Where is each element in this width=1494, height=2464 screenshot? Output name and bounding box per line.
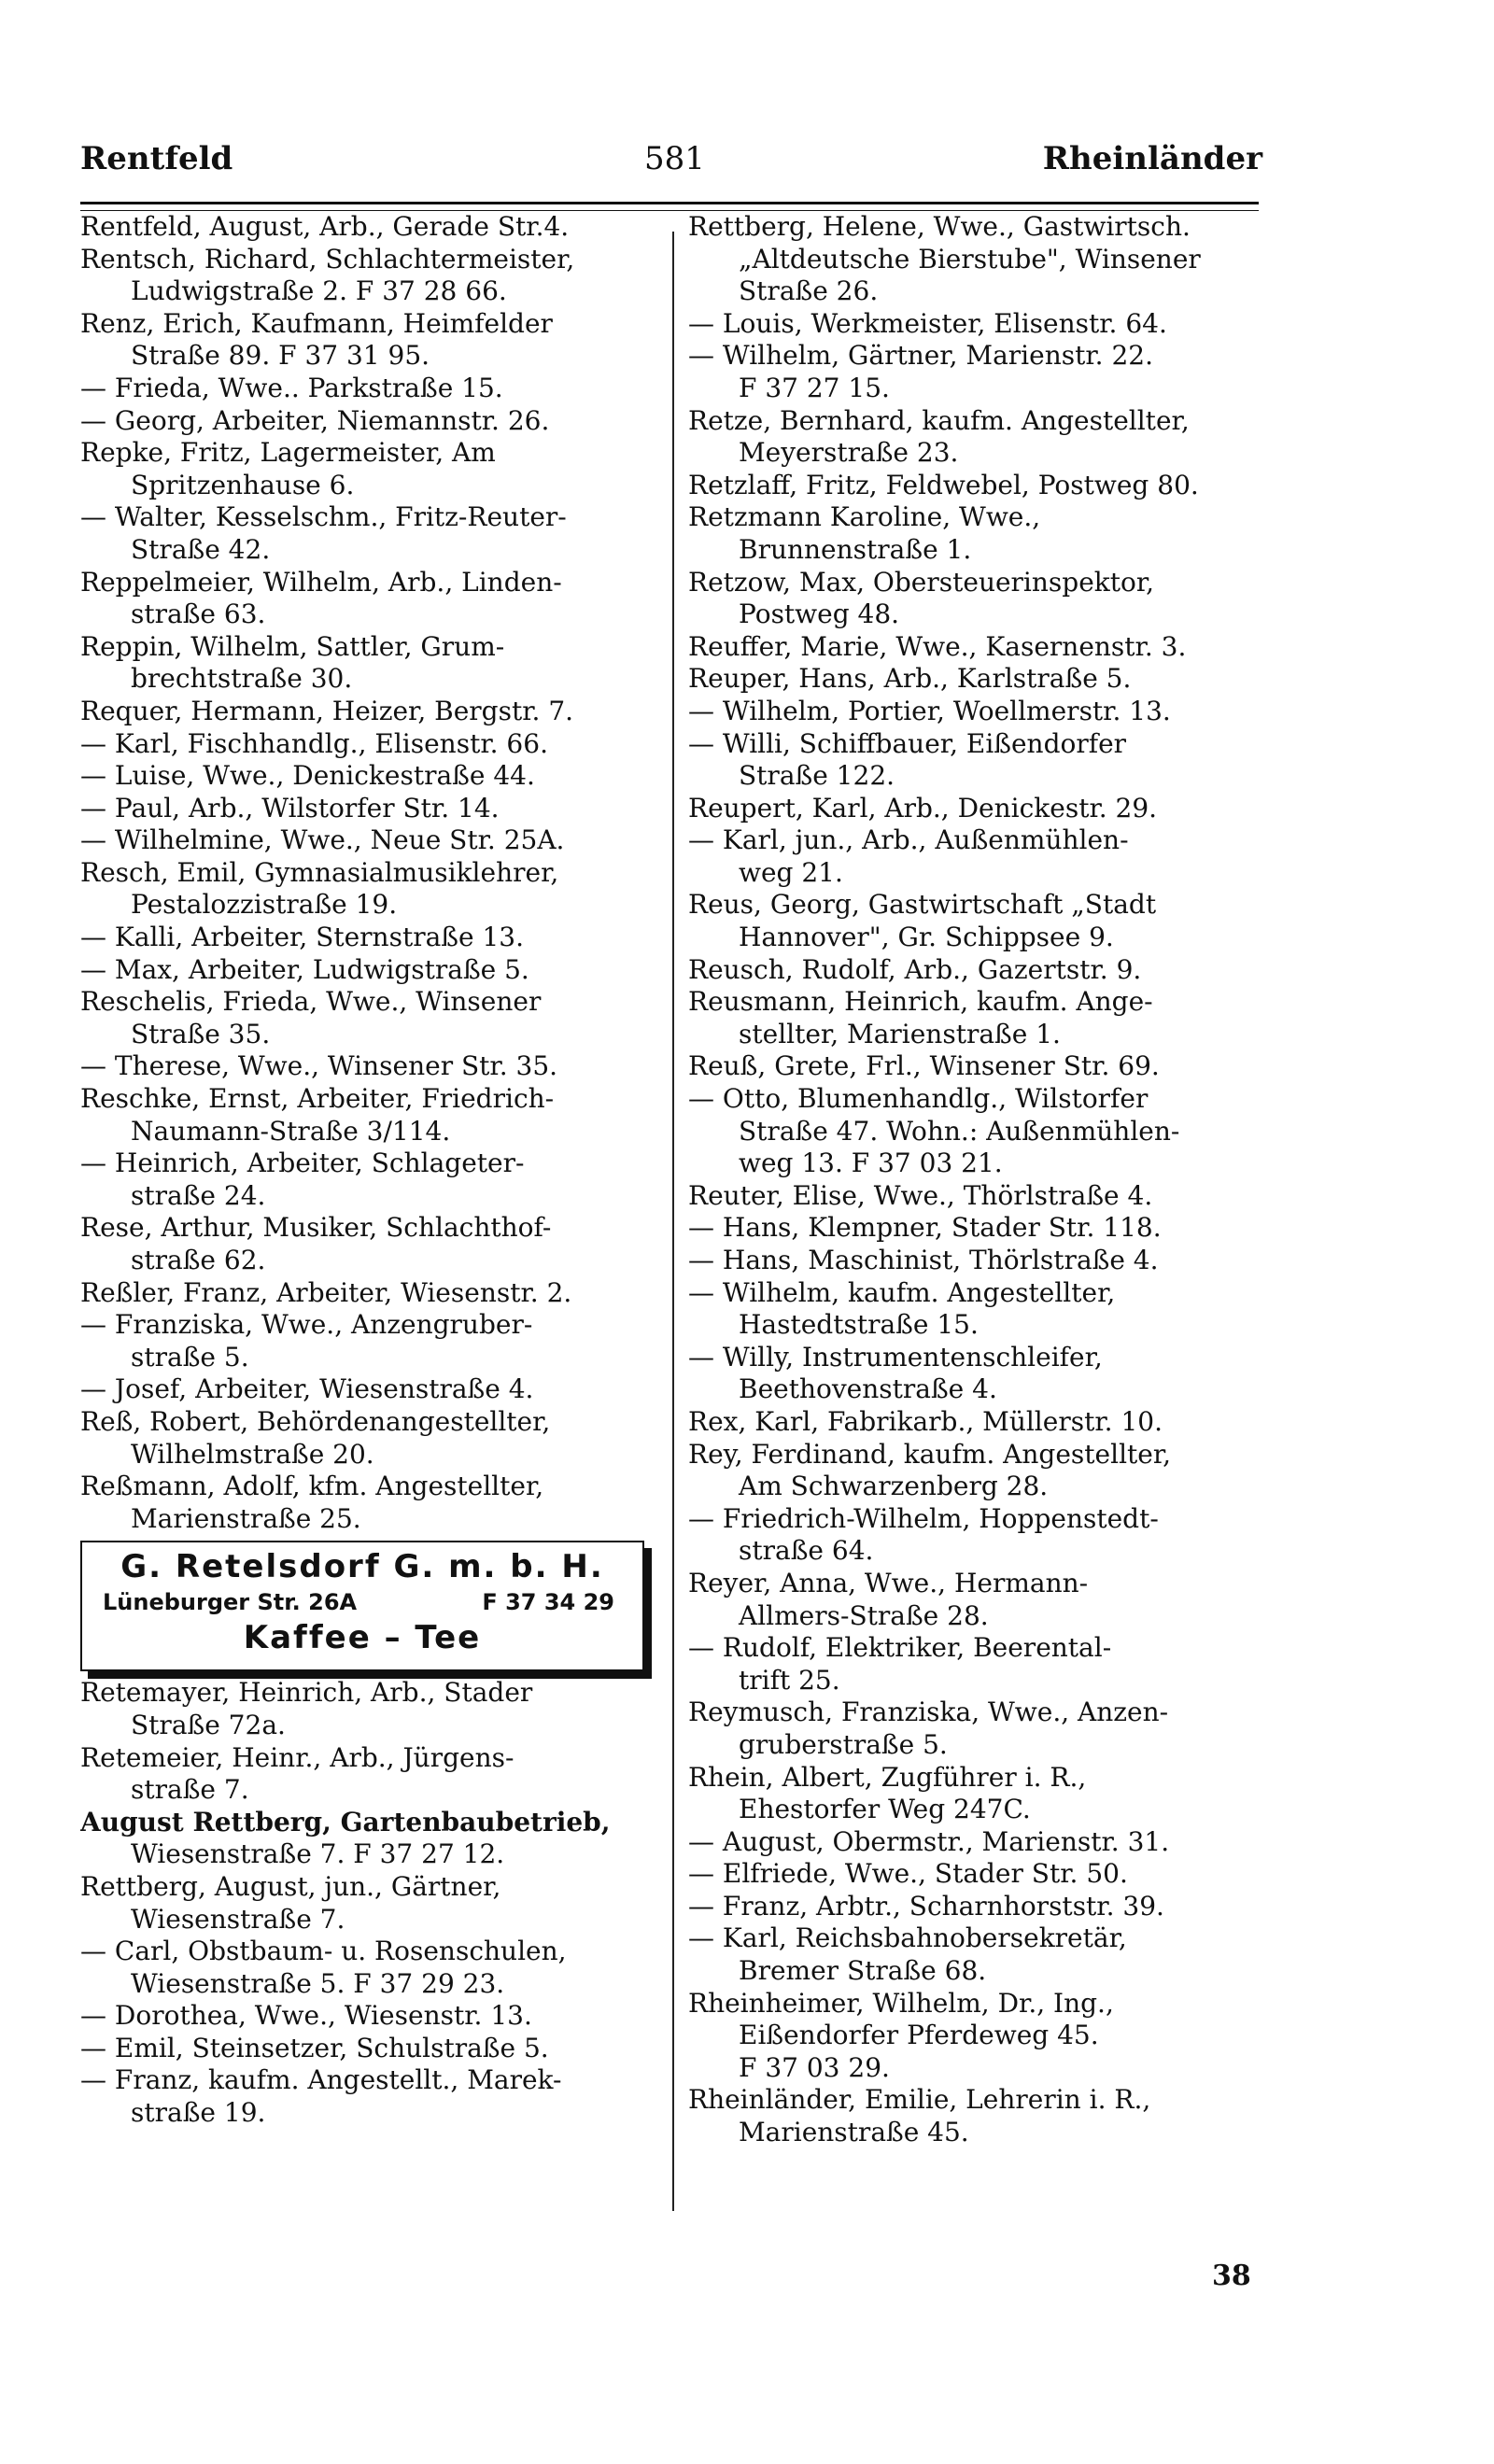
directory-entry-line: — Franziska, Wwe., Anzengruber-: [80, 1309, 533, 1341]
directory-entry-line: weg 21.: [739, 856, 843, 888]
directory-entry-line: — Frieda, Wwe.. Parkstraße 15.: [80, 372, 503, 403]
directory-entry-line: August Rettberg, Gartenbaubetrieb,: [80, 1806, 611, 1837]
directory-entry-line: Reyer, Anna, Wwe., Hermann-: [688, 1567, 1089, 1598]
directory-entry-line: Reuper, Hans, Arb., Karlstraße 5.: [688, 663, 1132, 695]
directory-entry-line: Bremer Straße 68.: [739, 1955, 987, 1987]
ad-address: Lüneburger Str. 26A: [103, 1589, 358, 1616]
directory-entry-line: Hannover", Gr. Schippsee 9.: [739, 922, 1114, 953]
directory-entry-line: — Willy, Instrumentenschleifer,: [688, 1341, 1103, 1373]
directory-entry-line: Straße 47. Wohn.: Außenmühlen-: [739, 1115, 1180, 1147]
left-column: [80, 211, 665, 2130]
directory-entry-line: Wilhelmstraße 20.: [131, 1438, 374, 1470]
directory-entry-line: — Karl, Reichsbahnobersekretär,: [688, 1922, 1127, 1954]
directory-entry-line: gruberstraße 5.: [739, 1728, 948, 1760]
directory-entry-line: — Wilhelm, Gärtner, Marienstr. 22.: [688, 340, 1153, 372]
right-entries: [688, 211, 1273, 2149]
directory-entry-line: Rentfeld, August, Arb., Gerade Str.4.: [80, 211, 570, 242]
directory-entry-line: Am Schwarzenberg 28.: [739, 1471, 1049, 1502]
directory-entry-line: Marienstraße 25.: [131, 1502, 361, 1534]
directory-entry-line: Reßmann, Adolf, kfm. Angestellter,: [80, 1471, 544, 1502]
directory-entry-line: — Heinrich, Arbeiter, Schlageter-: [80, 1148, 525, 1179]
directory-entry-line: Retze, Bernhard, kaufm. Angestellter,: [688, 404, 1190, 436]
left-entries: [80, 211, 665, 1535]
ad-tagline: Kaffee – Tee: [243, 1619, 482, 1657]
directory-entry-line: Retzow, Max, Obersteuerinspektor,: [688, 566, 1155, 598]
directory-entry-line: Retzmann Karoline, Wwe.,: [688, 501, 1041, 533]
directory-entry-line: — Walter, Kesselschm., Fritz-Reuter-: [80, 501, 567, 533]
directory-entry-line: weg 13. F 37 03 21.: [739, 1148, 1003, 1179]
directory-entry-line: Wiesenstraße 5. F 37 29 23.: [131, 1967, 505, 1999]
directory-entry-line: — Luise, Wwe., Denickestraße 44.: [80, 760, 535, 792]
directory-entry-line: Straße 122.: [739, 760, 895, 792]
directory-entry-line: — Elfriede, Wwe., Stader Str. 50.: [688, 1858, 1128, 1890]
directory-entry-line: Eißendorfer Pferdeweg 45.: [739, 2020, 1099, 2051]
directory-entry-line: Wiesenstraße 7.: [131, 1903, 345, 1935]
directory-entry-line: Retemeier, Heinr., Arb., Jürgens-: [80, 1741, 514, 1773]
directory-entry-line: Reuter, Elise, Wwe., Thörlstraße 4.: [688, 1179, 1153, 1211]
directory-entry-line: — Karl, Fischhandlg., Elisenstr. 66.: [80, 727, 548, 759]
directory-entry-line: Rese, Arthur, Musiker, Schlachthof-: [80, 1212, 552, 1244]
directory-entry-line: Spritzenhause 6.: [131, 469, 355, 500]
directory-entry-line: Repke, Fritz, Lagermeister, Am: [80, 437, 496, 469]
directory-entry-line: straße 63.: [131, 598, 266, 630]
directory-entry-line: Reusch, Rudolf, Arb., Gazertstr. 9.: [688, 953, 1142, 985]
column-divider: [672, 232, 674, 2211]
directory-entry-line: Reuß, Grete, Frl., Winsener Str. 69.: [688, 1050, 1160, 1082]
directory-entry-line: F 37 27 15.: [739, 372, 890, 403]
directory-entry-line: Reschelis, Frieda, Wwe., Winsener: [80, 986, 542, 1018]
directory-entry-line: Reppin, Wilhelm, Sattler, Grum-: [80, 630, 505, 662]
header-rule-thick: [80, 202, 1259, 204]
directory-entry-line: Ludwigstraße 2. F 37 28 66.: [131, 275, 507, 307]
directory-entry-line: — Wilhelm, kaufm. Angestellter,: [688, 1276, 1116, 1308]
directory-entry-line: — Franz, kaufm. Angestellt., Marek-: [80, 2064, 562, 2096]
left-entries-after-ad: [80, 1677, 665, 2129]
directory-entry-line: — Karl, jun., Arb., Außenmühlen-: [688, 824, 1129, 856]
directory-entry-line: Rentsch, Richard, Schlachtermeister,: [80, 243, 575, 275]
directory-entry-line: Reschke, Ernst, Arbeiter, Friedrich-: [80, 1083, 555, 1115]
directory-entry-line: — Emil, Steinsetzer, Schulstraße 5.: [80, 2032, 549, 2063]
directory-entry-line: Reus, Georg, Gastwirtschaft „Stadt: [688, 889, 1157, 921]
directory-entry-line: Retemayer, Heinrich, Arb., Stader: [80, 1677, 533, 1709]
directory-entry-line: Beethovenstraße 4.: [739, 1373, 997, 1405]
directory-entry-line: Naumann-Straße 3/114.: [131, 1115, 451, 1147]
directory-entry-line: Rhein, Albert, Zugführer i. R.,: [688, 1761, 1087, 1793]
ad-company-name: G. Retelsdorf G. m. b. H.: [120, 1548, 604, 1586]
directory-entry-line: Straße 72a.: [131, 1709, 286, 1740]
directory-entry-line: Allmers-Straße 28.: [739, 1599, 989, 1631]
directory-entry-line: — August, Obermstr., Marienstr. 31.: [688, 1825, 1170, 1857]
advertisement-box: [80, 1541, 644, 1671]
directory-entry-line: — Rudolf, Elektriker, Beerental-: [688, 1632, 1112, 1664]
directory-entry-line: — Wilhelmine, Wwe., Neue Str. 25A.: [80, 824, 565, 856]
directory-entry-line: — Therese, Wwe., Winsener Str. 35.: [80, 1050, 558, 1082]
directory-entry-line: — Dorothea, Wwe., Wiesenstr. 13.: [80, 2000, 532, 2032]
directory-entry-line: stellter, Marienstraße 1.: [739, 1018, 1061, 1049]
directory-entry-line: Pestalozzistraße 19.: [131, 889, 398, 921]
directory-entry-line: Renz, Erich, Kaufmann, Heimfelder: [80, 307, 553, 339]
directory-entry-line: — Willi, Schiffbauer, Eißendorfer: [688, 727, 1127, 759]
directory-entry-line: Rex, Karl, Fabrikarb., Müllerstr. 10.: [688, 1405, 1163, 1437]
directory-entry-line: — Franz, Arbtr., Scharnhorststr. 39.: [688, 1890, 1164, 1922]
directory-entry-line: — Otto, Blumenhandlg., Wilstorfer: [688, 1083, 1149, 1115]
directory-entry-line: — Josef, Arbeiter, Wiesenstraße 4.: [80, 1373, 534, 1405]
directory-entry-line: Reuffer, Marie, Wwe., Kasernenstr. 3.: [688, 630, 1187, 662]
directory-entry-line: Rheinländer, Emilie, Lehrerin i. R.,: [688, 2084, 1151, 2116]
directory-entry-line: Reppelmeier, Wilhelm, Arb., Linden-: [80, 566, 562, 598]
directory-entry-line: straße 62.: [131, 1245, 266, 1275]
directory-entry-line: straße 7.: [131, 1774, 249, 1806]
directory-entry-line: trift 25.: [739, 1664, 840, 1696]
directory-entry-line: Straße 35.: [131, 1018, 271, 1049]
directory-entry-line: F 37 03 29.: [739, 2051, 890, 2083]
directory-entry-line: — Friedrich-Wilhelm, Hoppenstedt-: [688, 1502, 1159, 1534]
directory-entry-line: straße 64.: [739, 1535, 874, 1567]
directory-entry-line: „Altdeutsche Bierstube", Winsener: [739, 243, 1201, 275]
directory-entry-line: Straße 42.: [131, 533, 271, 565]
directory-entry-line: Rey, Ferdinand, kaufm. Angestellter,: [688, 1438, 1172, 1470]
page-number-top: 581: [644, 140, 705, 177]
running-head-right: Rheinländer: [1042, 140, 1262, 177]
directory-entry-line: Reusmann, Heinrich, kaufm. Ange-: [688, 986, 1153, 1018]
directory-entry-line: Resch, Emil, Gymnasialmusiklehrer,: [80, 856, 559, 888]
directory-entry-line: Reßler, Franz, Arbeiter, Wiesenstr. 2.: [80, 1276, 572, 1308]
directory-entry-line: Requer, Hermann, Heizer, Bergstr. 7.: [80, 695, 574, 726]
directory-entry-line: — Carl, Obstbaum- u. Rosenschulen,: [80, 1936, 567, 1967]
directory-entry-line: Postweg 48.: [739, 598, 900, 630]
directory-entry-line: Marienstraße 45.: [739, 2117, 969, 2148]
directory-entry-line: — Paul, Arb., Wilstorfer Str. 14.: [80, 792, 500, 824]
directory-entry-line: Reß, Robert, Behördenangestellter,: [80, 1405, 551, 1437]
directory-entry-line: — Louis, Werkmeister, Elisenstr. 64.: [688, 307, 1167, 339]
directory-entry-line: — Max, Arbeiter, Ludwigstraße 5.: [80, 953, 529, 985]
page-number-bottom: 38: [1212, 2260, 1251, 2292]
directory-entry-line: straße 19.: [131, 2097, 266, 2129]
ad-contact-row: [82, 1587, 642, 1617]
directory-entry-line: Ehestorfer Weg 247C.: [739, 1794, 1031, 1825]
directory-entry-line: Rheinheimer, Wilhelm, Dr., Ing.,: [688, 1987, 1114, 2019]
directory-entry-line: — Wilhelm, Portier, Woellmerstr. 13.: [688, 695, 1171, 726]
directory-entry-line: Rettberg, Helene, Wwe., Gastwirtsch.: [688, 211, 1191, 242]
directory-entry-line: Reymusch, Franziska, Wwe., Anzen-: [688, 1697, 1169, 1728]
directory-entry-line: Hastedtstraße 15.: [739, 1309, 979, 1341]
directory-entry-line: — Hans, Maschinist, Thörlstraße 4.: [688, 1245, 1159, 1275]
ad-phone: F 37 34 29: [482, 1589, 614, 1616]
directory-entry-line: — Kalli, Arbeiter, Sternstraße 13.: [80, 922, 524, 953]
directory-entry-line: straße 5.: [131, 1341, 249, 1373]
directory-entry-line: straße 24.: [131, 1179, 266, 1211]
directory-entry-line: Rettberg, August, jun., Gärtner,: [80, 1870, 501, 1902]
running-head-left: Rentfeld: [80, 140, 233, 177]
directory-entry-line: Brunnenstraße 1.: [739, 533, 972, 565]
directory-entry-line: brechtstraße 30.: [131, 663, 353, 695]
directory-entry-line: Meyerstraße 23.: [739, 437, 959, 469]
right-column: [688, 211, 1273, 2149]
directory-entry-line: Straße 26.: [739, 275, 879, 307]
directory-entry-line: — Georg, Arbeiter, Niemannstr. 26.: [80, 404, 550, 436]
directory-entry-line: Retzlaff, Fritz, Feldwebel, Postweg 80.: [688, 469, 1199, 500]
directory-entry-line: Wiesenstraße 7. F 37 27 12.: [131, 1838, 505, 1870]
directory-entry-line: Reupert, Karl, Arb., Denickestr. 29.: [688, 792, 1158, 824]
directory-entry-line: — Hans, Klempner, Stader Str. 118.: [688, 1212, 1162, 1244]
directory-entry-line: Straße 89. F 37 31 95.: [131, 340, 430, 372]
